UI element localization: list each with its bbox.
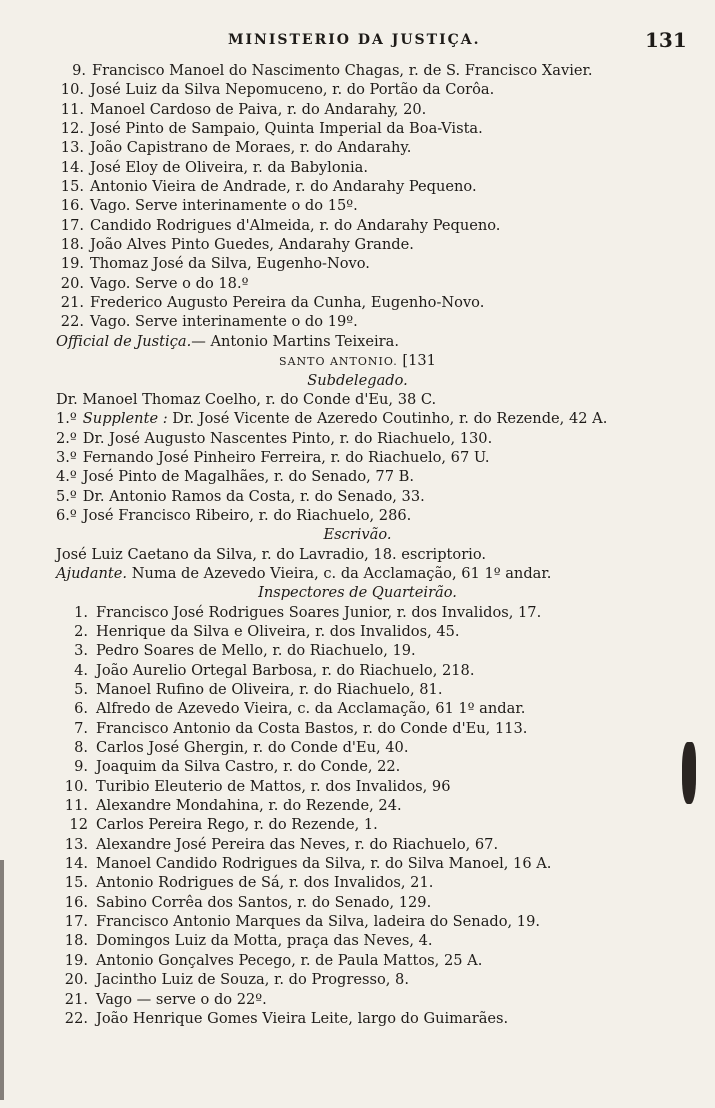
page-edge-shadow: [0, 860, 4, 1100]
subdelegado-heading: Subdelegado.: [307, 371, 408, 389]
inspector-item: 18. Domingos Luiz da Motta, praça das Neves, 4.: [64, 932, 433, 950]
inspectores-heading: Inspectores de Quarteirão.: [258, 584, 457, 602]
page-header: [0, 28, 715, 54]
list-item: 17. Candido Rodrigues d'Almeida, r. do Andarahy Pequeno.: [60, 216, 501, 234]
list-item: 21. Frederico Augusto Pereira da Cunha, Eugenho-Novo.: [60, 294, 485, 312]
ink-blot: [682, 742, 696, 804]
list-item: 20. Vago. Serve o do 18.º: [60, 274, 249, 292]
inspector-item: 7. Francisco Antonio da Costa Bastos, r. do Conde d'Eu, 113.: [74, 719, 528, 737]
list-item: 16. Vago. Serve interinamente o do 15º.: [60, 197, 358, 215]
inspector-item: 17. Francisco Antonio Marques da Silva, ladeira do Senado, 19.: [64, 913, 541, 931]
inspector-item: 13. Alexandre José Pereira das Neves, r. do Riachuelo, 67.: [64, 835, 499, 853]
list-item: 18. João Alves Pinto Guedes, Andarahy Grande.: [60, 236, 414, 254]
section-heading: SANTO ANTONIO. [131: [279, 352, 436, 370]
inspector-item: 4. João Aurelio Ortegal Barbosa, r. do Riachuelo, 218.: [74, 661, 475, 679]
list-item: 15. Antonio Vieira de Andrade, r. do Andarahy Pequeno.: [60, 178, 477, 196]
inspector-item: 20. Jacintho Luiz de Souza, r. do Progresso, 8.: [64, 971, 409, 989]
supplente-item: 3.º Fernando José Pinheiro Ferreira, r. do Riachuelo, 67 U.: [56, 448, 490, 466]
subdelegado-line: Dr. Manoel Thomaz Coelho, r. do Conde d'Eu, 38 C.: [56, 390, 437, 408]
list-item: 12. José Pinto de Sampaio, Quinta Imperial da Boa-Vista.: [60, 120, 483, 138]
supplente-item: 5.º Dr. Antonio Ramos da Costa, r. do Senado, 33.: [56, 487, 425, 505]
list-item: 11. Manoel Cardoso de Paiva, r. do Andarahy, 20.: [60, 100, 427, 118]
list-item: 19. Thomaz José da Silva, Eugenho-Novo.: [60, 255, 370, 273]
page-number: 131: [645, 28, 687, 52]
inspector-item: 3. Pedro Soares de Mello, r. do Riachuelo, 19.: [74, 642, 416, 660]
text-body: [0, 61, 715, 1028]
escrivao-heading: Escrivão.: [323, 526, 392, 544]
inspector-item: 16. Sabino Corrêa dos Santos, r. do Senado, 129.: [64, 893, 432, 911]
inspector-item: 8. Carlos José Ghergin, r. do Conde d'Eu, 40.: [74, 739, 409, 757]
inspector-item: 21. Vago — serve o do 22º.: [64, 990, 267, 1008]
inspector-item: 1. Francisco José Rodrigues Soares Junior, r. dos Invalidos, 17.: [74, 603, 542, 621]
ajudante-line: Ajudante. Numa de Azevedo Vieira, c. da Acclamação, 61 1º andar.: [56, 564, 552, 582]
list-item: 10. José Luiz da Silva Nepomuceno, r. do Portão da Corôa.: [60, 81, 495, 99]
inspector-item: 11. Alexandre Mondahina, r. do Rezende, 24.: [64, 797, 402, 815]
inspector-item: 10. Turibio Eleuterio de Mattos, r. dos Invalidos, 96: [64, 777, 451, 795]
inspector-item: 15. Antonio Rodrigues de Sá, r. dos Invalidos, 21.: [64, 874, 434, 892]
supplente-item: 1.º Supplente : Dr. José Vicente de Azeredo Coutinho, r. do Rezende, 42 A.: [56, 410, 608, 428]
supplente-item: 2.º Dr. José Augusto Nascentes Pinto, r. do Riachuelo, 130.: [56, 429, 493, 447]
inspector-item: 2. Henrique da Silva e Oliveira, r. dos Invalidos, 45.: [74, 622, 460, 640]
supplente-item: 4.º José Pinto de Magalhães, r. do Senado, 77 B.: [56, 468, 414, 486]
inspector-item: 14. Manoel Candido Rodrigues da Silva, r. do Silva Manoel, 16 A.: [64, 855, 552, 873]
inspector-item: 19. Antonio Gonçalves Pecego, r. de Paula Mattos, 25 A.: [64, 951, 483, 969]
supplente-item: 6.º José Francisco Ribeiro, r. do Riachuelo, 286.: [56, 506, 412, 524]
official-line: Official de Justiça.— Antonio Martins Teixeira.: [56, 332, 399, 350]
inspector-item: 9. Joaquim da Silva Castro, r. do Conde, 22.: [74, 758, 401, 776]
inspector-item: 12 Carlos Pereira Rego, r. do Rezende, 1.: [69, 816, 378, 834]
inspector-item: 5. Manoel Rufino de Oliveira, r. do Riachuelo, 81.: [74, 681, 443, 698]
list-item: 9. Francisco Manoel do Nascimento Chagas, r. de S. Francisco Xavier.: [72, 62, 593, 79]
inspector-item: 22. João Henrique Gomes Vieira Leite, largo do Guimarães.: [64, 1009, 509, 1027]
escrivao-line: José Luiz Caetano da Silva, r. do Lavradio, 18. escriptorio.: [56, 545, 487, 563]
inspector-item: 6. Alfredo de Azevedo Vieira, c. da Acclamação, 61 1º andar.: [74, 700, 526, 718]
list-item: 22. Vago. Serve interinamente o do 19º.: [60, 313, 358, 331]
list-item: 13. João Capistrano de Moraes, r. do Andarahy.: [60, 139, 412, 157]
running-title: MINISTERIO DA JUSTIÇA.: [228, 32, 481, 48]
list-item: 14. José Eloy de Oliveira, r. da Babylonia.: [60, 158, 369, 176]
